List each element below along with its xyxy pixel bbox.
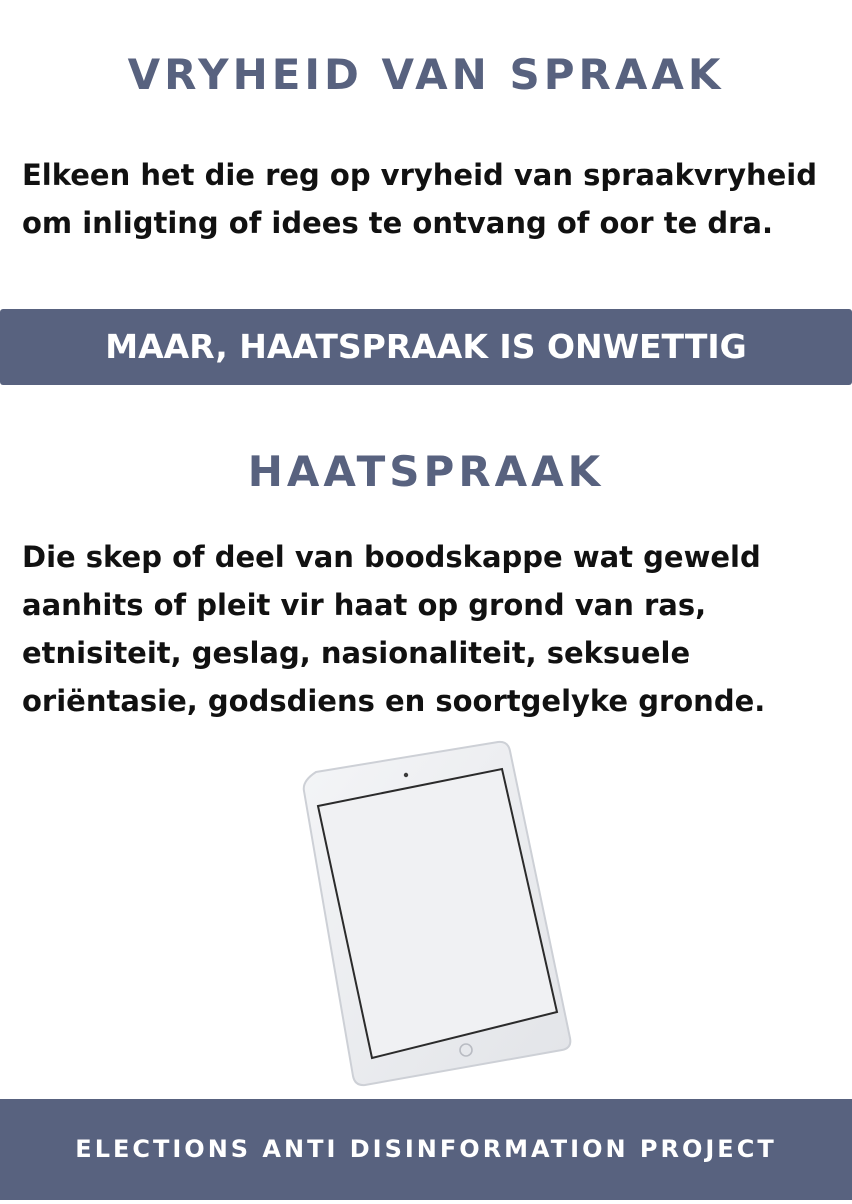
section-title-hate-speech: HAATSPRAAK	[247, 446, 605, 496]
home-button-icon	[460, 1044, 472, 1056]
freedom-of-speech-paragraph: Elkeen het die reg op vryheid van spraakvryheid om inligting of idees te ontvang of oor te dra.	[22, 158, 817, 240]
footer-project-name: ELECTIONS ANTI DISINFORMATION PROJECT	[0, 1099, 852, 1200]
hate-speech-illegal-banner: MAAR, HAATSPRAAK IS ONWETTIG	[0, 309, 852, 385]
tablet-device	[304, 742, 571, 1085]
camera-dot	[404, 773, 408, 777]
section-title-freedom-of-speech: VRYHEID VAN SPRAAK	[127, 50, 725, 100]
hate-speech-definition-paragraph: Die skep of deel van boodskappe wat geweld aanhits of pleit vir haat op grond van ras, etnisiteit, geslag, nasionaliteit, seksuele oriëntasie, godsdiens en soortgelyke gronde.	[22, 540, 766, 718]
